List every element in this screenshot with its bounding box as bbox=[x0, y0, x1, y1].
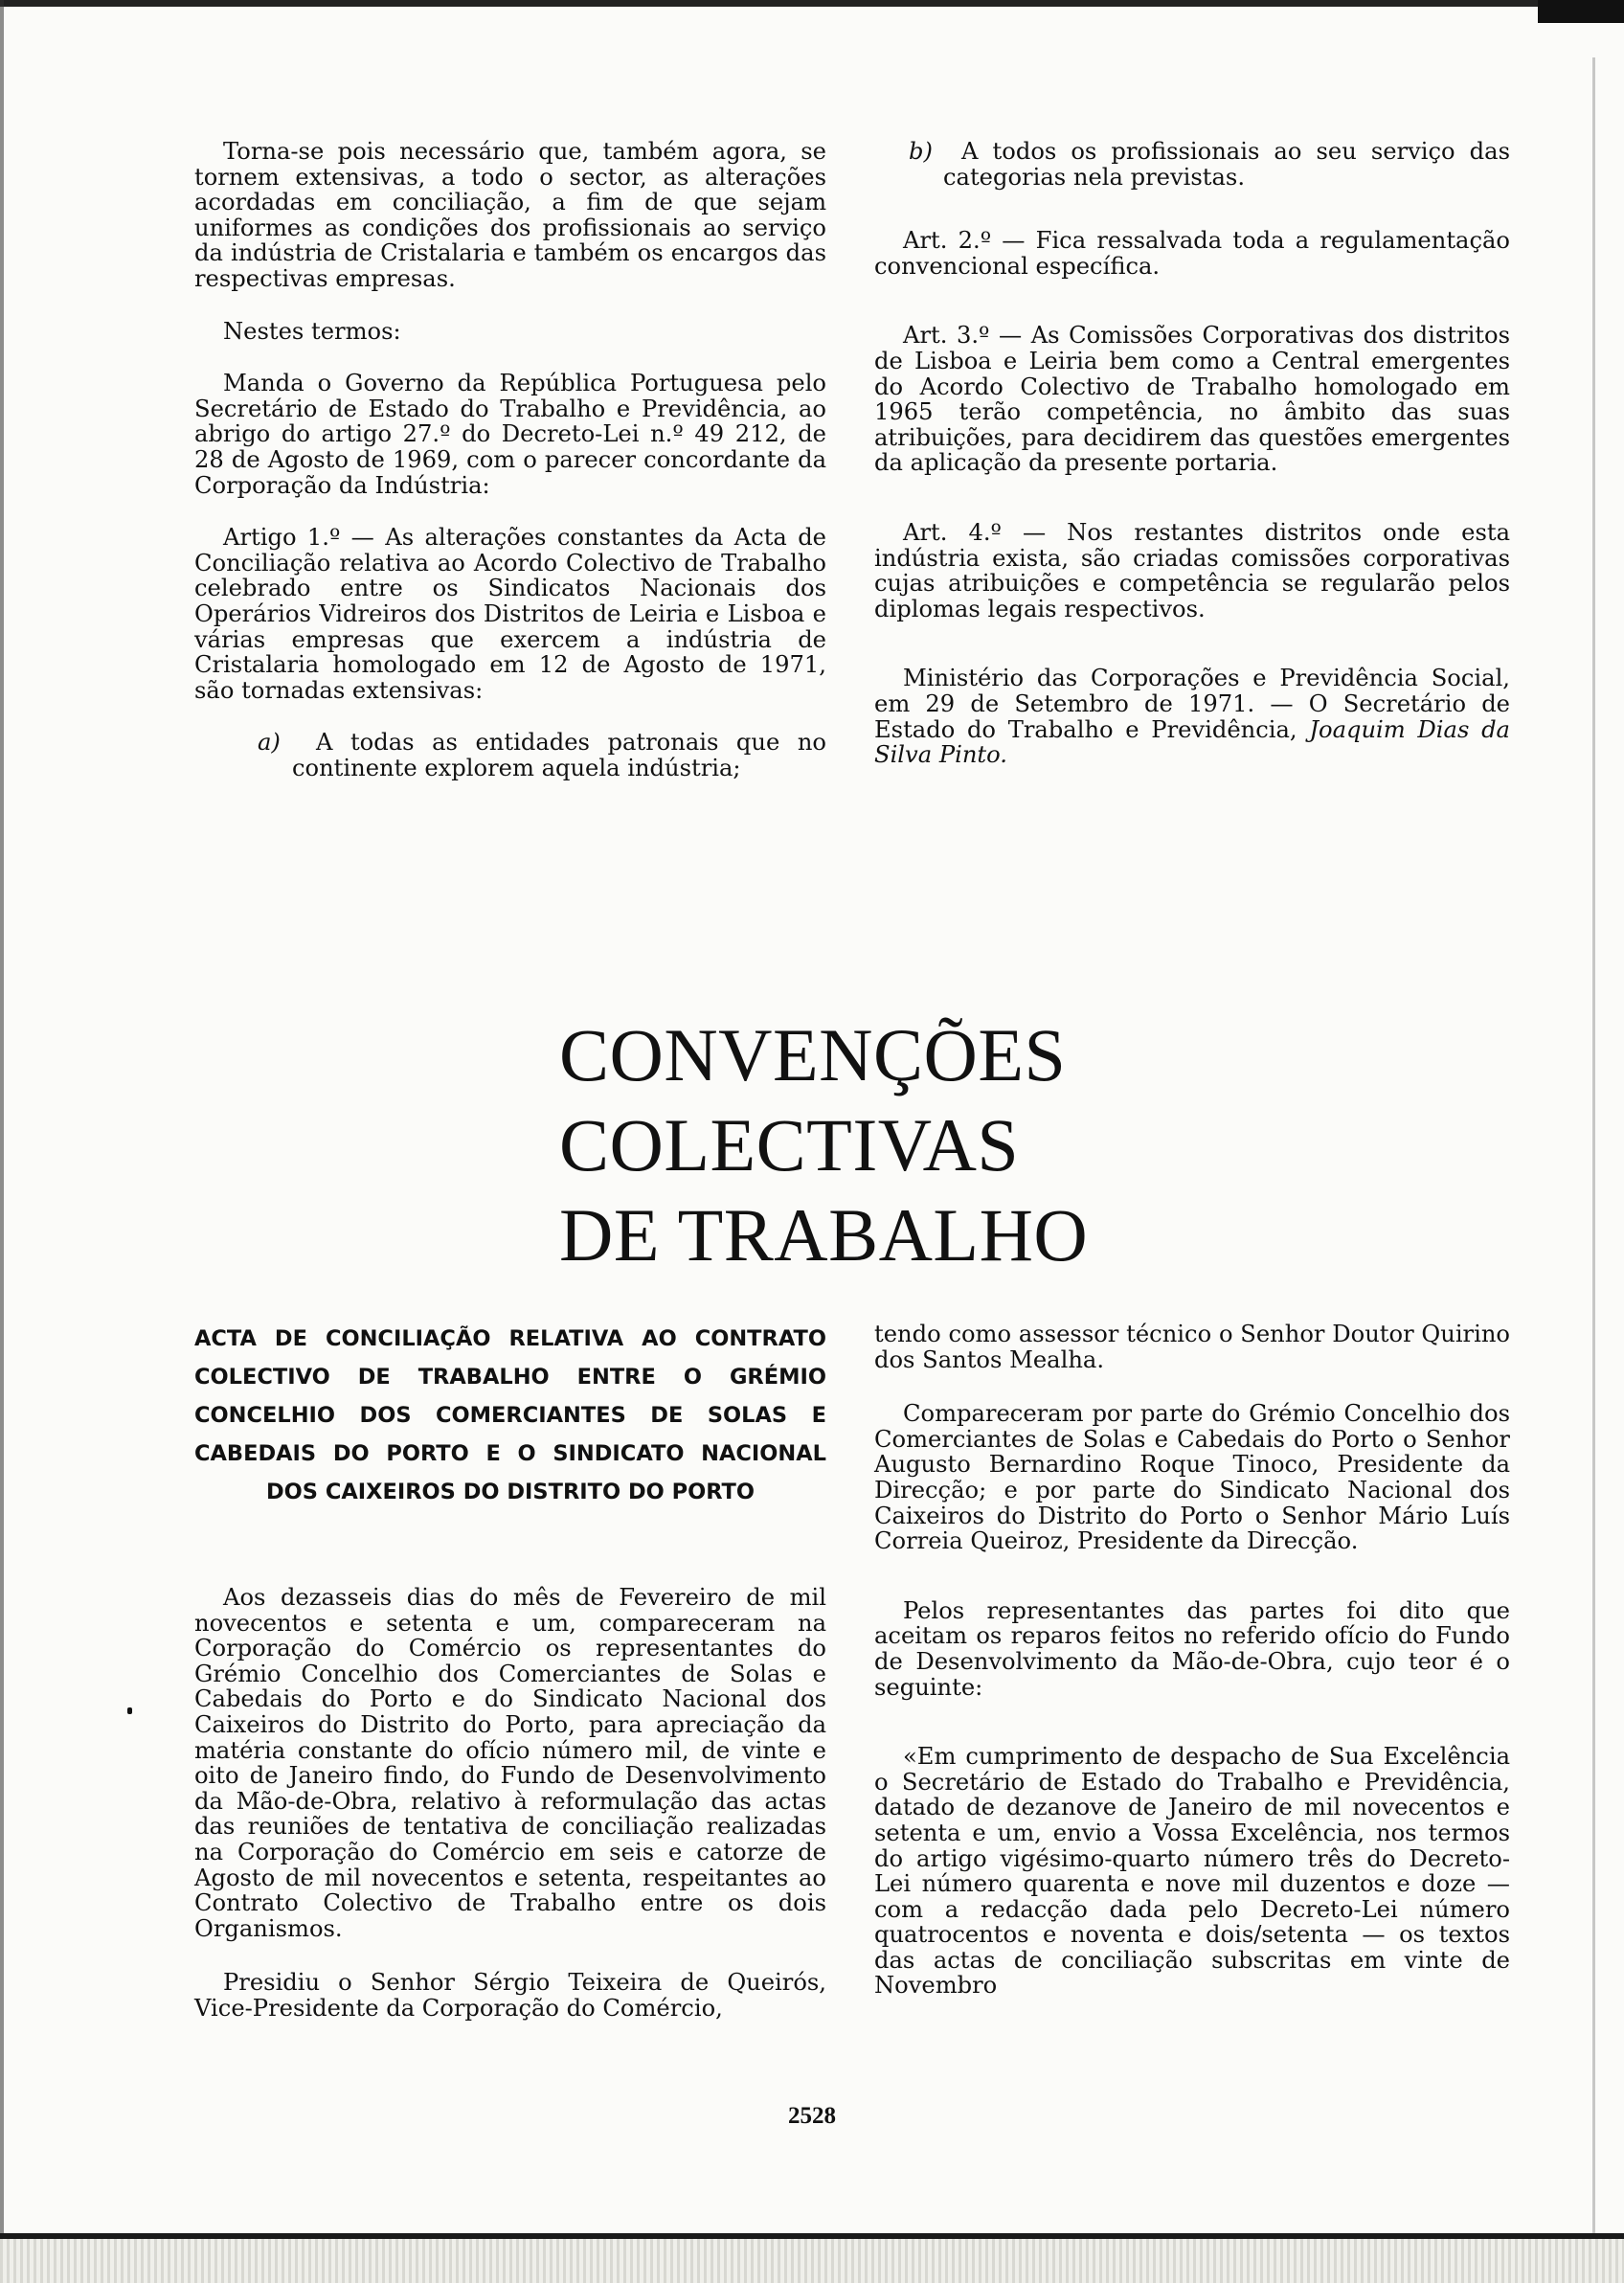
article-2: Art. 2.º — Fica ressalvada toda a regulamentação convencional específica. bbox=[874, 227, 1510, 280]
paragraph: Presidiu o Senhor Sérgio Teixeira de Queirós, Vice-Presidente da Corporação do Comércio, bbox=[194, 1969, 826, 2022]
scan-right-edge bbox=[1592, 57, 1595, 2250]
section-title-line-1: CONVENÇÕES COLECTIVAS bbox=[559, 1013, 1067, 1187]
top-left-column bbox=[194, 139, 826, 780]
scan-corner-mark bbox=[1538, 0, 1624, 23]
paragraph: tendo como assessor técnico o Senhor Doutor Quirino dos Santos Mealha. bbox=[874, 1321, 1510, 1373]
list-item-a bbox=[194, 730, 826, 780]
acta-heading: ACTA DE CONCILIAÇÃO RELATIVA AO CONTRATO COLECTIVO DE TRABALHO ENTRE O GRÉMIO CONCELHIO DOS COMERCIANTES DE SOLAS E CABEDAIS DO PORTO E O SINDICATO NACIONAL DOS CAIXEIROS DO DISTRITO DO PORTO bbox=[194, 1326, 826, 1504]
paragraph: Compareceram por parte do Grémio Concelhio dos Comerciantes de Solas e Cabedais do Porto o Senhor Augusto Bernardino Roque Tinoco, Presidente da Direcção; e por parte do Sindicato Nacional dos Caixeiros do Distrito do Porto o Senhor Mário Luís Correia Queiroz, Presidente da Direcção. bbox=[874, 1400, 1510, 1555]
article-3: Art. 3.º — As Comissões Corporativas dos distritos de Lisboa e Leiria bem como a Central emergentes do Acordo Colectivo de Trabalho homologado em 1965 terão competência, no âmbito das suas atribuições, para decidirem das questões emergentes da aplicação da presente portaria. bbox=[874, 322, 1510, 477]
paragraph: Pelos representantes das partes foi dito que aceitam os reparos feitos no referido ofício do Fundo de Desenvolvimento da Mão-de-Obra, cujo teor é o seguinte: bbox=[874, 1596, 1510, 1701]
scan-top-edge bbox=[0, 0, 1624, 7]
signatory-name: Joaquim Dias da Silva Pinto. bbox=[874, 715, 1510, 769]
section-title bbox=[559, 1010, 1526, 1280]
scan-speck bbox=[127, 1707, 132, 1714]
item-text: A todos os profissionais ao seu serviço das categorias nela previstas. bbox=[943, 138, 1510, 191]
paragraph: Torna-se pois necessário que, também agora, se tornem extensivas, a todo o sector, as alterações acordadas em conciliação, a fim de que sejam uniformes as condições dos profissionais ao serviço da indústria de Cristalaria e também os encargos das respectivas empresas. bbox=[194, 138, 826, 292]
top-right-column bbox=[874, 139, 1510, 768]
article-1: Artigo 1.º — As alterações constantes da Acta de Conciliação relativa ao Acordo Colectivo de Trabalho celebrado entre os Sindicatos Nacionais dos Operários Vidreiros dos Distritos de Leiria e Lisboa e várias empresas que exercem a indústria de Cristalaria homologado em 12 de Agosto de 1971, são tornadas extensivas: bbox=[194, 524, 826, 704]
bottom-left-column bbox=[194, 1585, 826, 2022]
paragraph: Aos dezasseis dias do mês de Fevereiro de mil novecentos e setenta e um, compareceram na Corporação do Comércio os representantes do Grémio Concelhio dos Comerciantes de Solas e Cabedais do Porto e do Sindicato Nacional dos Caixeiros do Distrito do Porto, para apreciação da matéria constante do ofício número mil, de vinte e oito de Janeiro findo, do Fundo de Desenvolvimento da Mão-de-Obra, relativo à reformulação das actas das reuniões de tentativa de conciliação realizadas na Corporação do Comércio em seis e catorze de Agosto de mil novecentos e setenta, respeitantes ao Contrato Colectivo de Trabalho entre os dois Organismos. bbox=[194, 1584, 826, 1942]
paragraph: Manda o Governo da República Portuguesa pelo Secretário de Estado do Trabalho e Previdência, ao abrigo do artigo 27.º do Decreto-Lei n.º 49 212, de 28 de Agosto de 1969, com o parecer concordante da Corporação da Indústria: bbox=[194, 370, 826, 499]
item-marker: b) bbox=[909, 138, 933, 165]
paragraph: «Em cumprimento de despacho de Sua Excelência o Secretário de Estado do Trabalho e Previdência, datado de dezanove de Janeiro de mil novecentos e setenta e um, envio a Vossa Excelência, nos termos do artigo vigésimo-quarto número três do Decreto-Lei número quarenta e nove mil duzentos e doze — com a redacção dada pelo Decreto-Lei número quatrocentos e noventa e dois/setenta — os textos das actas de conciliação subscritas em vinte de Novembro bbox=[874, 1743, 1510, 2000]
scan-bottom-strip bbox=[0, 2239, 1624, 2283]
item-text: A todas as entidades patronais que no continente explorem aquela indústria; bbox=[292, 729, 826, 781]
signature-text: Ministério das Corporações e Previdência Social, em 29 de Setembro de 1971. — O Secretário de Estado do Trabalho e Previdência, bbox=[874, 665, 1510, 743]
bottom-right-column bbox=[874, 1322, 1510, 1999]
paragraph: Nestes termos: bbox=[223, 317, 401, 345]
signature-paragraph bbox=[874, 666, 1510, 767]
list-item-b bbox=[874, 139, 1510, 190]
article-4: Art. 4.º — Nos restantes distritos onde esta indústria exista, são criadas comissões corporativas cujas atribuições e competência se regularão pelos diplomas legais respectivos. bbox=[874, 518, 1510, 622]
item-marker: a) bbox=[258, 729, 281, 757]
section-title-line-2: DE TRABALHO bbox=[559, 1193, 1089, 1277]
scan-left-edge bbox=[0, 0, 4, 2283]
page-number: 2528 bbox=[788, 2103, 836, 2129]
